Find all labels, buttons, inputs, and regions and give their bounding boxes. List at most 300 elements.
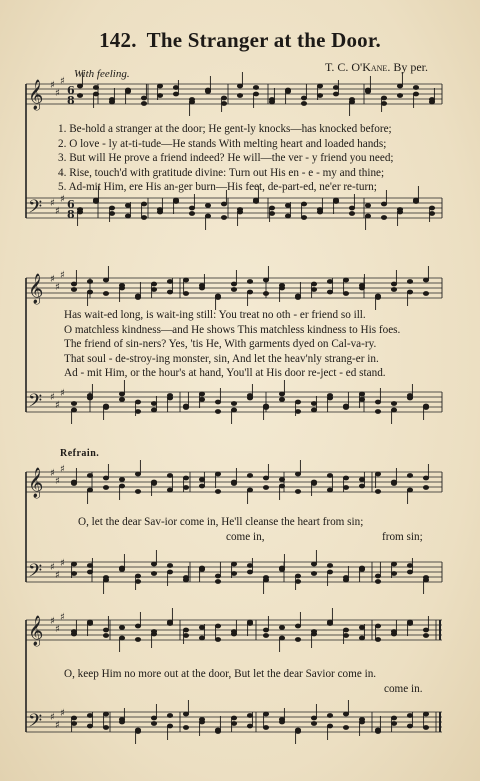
notehead bbox=[135, 574, 140, 578]
notehead bbox=[375, 580, 380, 584]
notehead bbox=[215, 580, 220, 584]
notehead bbox=[247, 488, 252, 492]
notehead bbox=[253, 92, 258, 96]
notehead bbox=[125, 214, 130, 218]
notehead bbox=[183, 628, 188, 632]
notehead bbox=[215, 730, 220, 734]
notehead bbox=[167, 488, 172, 492]
verse-line: 3. But will He prove a friend indeed? He will—the ver - y friend you need; bbox=[58, 152, 394, 164]
svg-text:♯: ♯ bbox=[50, 712, 55, 723]
notehead bbox=[423, 576, 428, 580]
notehead bbox=[103, 292, 108, 296]
notehead bbox=[263, 292, 268, 296]
notehead bbox=[199, 718, 204, 722]
notehead bbox=[391, 716, 396, 720]
notehead bbox=[109, 212, 114, 216]
notehead bbox=[311, 572, 316, 576]
notehead bbox=[141, 102, 146, 106]
notehead bbox=[295, 400, 300, 404]
notehead bbox=[343, 712, 348, 716]
svg-text:♯: ♯ bbox=[50, 392, 55, 403]
notehead bbox=[119, 626, 124, 630]
notehead bbox=[311, 716, 316, 720]
notehead bbox=[87, 488, 92, 492]
notehead bbox=[327, 394, 332, 398]
notehead bbox=[215, 490, 220, 494]
notehead bbox=[135, 624, 140, 628]
notehead bbox=[311, 288, 316, 292]
notehead bbox=[397, 94, 402, 98]
notehead bbox=[263, 476, 268, 480]
notehead bbox=[151, 630, 156, 634]
svg-text:♯: ♯ bbox=[50, 198, 55, 209]
notehead bbox=[407, 280, 412, 284]
notehead bbox=[359, 392, 364, 396]
notehead bbox=[87, 714, 92, 718]
notehead bbox=[263, 712, 268, 716]
notehead bbox=[135, 400, 140, 404]
notehead bbox=[231, 716, 236, 720]
svg-text:♯: ♯ bbox=[60, 76, 65, 87]
notehead bbox=[135, 490, 140, 494]
treble-clef-icon: 𝄞 bbox=[28, 80, 44, 110]
notehead bbox=[215, 410, 220, 414]
notehead bbox=[119, 718, 124, 722]
notehead bbox=[93, 92, 98, 96]
notehead bbox=[429, 98, 434, 102]
notehead bbox=[247, 714, 252, 718]
notehead bbox=[317, 208, 322, 212]
notehead bbox=[295, 638, 300, 642]
notehead bbox=[119, 284, 124, 288]
notehead bbox=[407, 488, 412, 492]
notehead bbox=[221, 102, 226, 106]
notehead bbox=[205, 90, 210, 94]
bass-clef-icon: 𝄢 bbox=[28, 197, 43, 222]
svg-text:𝄢: 𝄢 bbox=[28, 561, 43, 586]
notehead bbox=[327, 622, 332, 626]
svg-text:♯: ♯ bbox=[55, 88, 60, 99]
notehead bbox=[157, 94, 162, 98]
notehead bbox=[71, 288, 76, 292]
notehead bbox=[215, 400, 220, 404]
svg-text:♯: ♯ bbox=[60, 612, 65, 623]
notehead bbox=[301, 102, 306, 106]
notehead bbox=[359, 568, 364, 572]
notehead bbox=[167, 570, 172, 574]
notehead bbox=[263, 486, 268, 490]
notehead bbox=[157, 208, 162, 212]
refrain-echo-1: come in, bbox=[226, 531, 265, 543]
refrain-echo-3: come in. bbox=[384, 683, 423, 695]
notehead bbox=[77, 208, 82, 212]
verse-line: 5. Ad-mit Him, ere His an-ger burn—His feet, de-part-ed, ne'er re-turn; bbox=[58, 181, 377, 193]
notehead bbox=[263, 278, 268, 282]
notehead bbox=[87, 280, 92, 284]
notehead bbox=[237, 208, 242, 212]
notehead bbox=[231, 288, 236, 292]
notehead bbox=[359, 398, 364, 402]
notehead bbox=[295, 490, 300, 494]
notehead bbox=[247, 474, 252, 478]
svg-text:♯: ♯ bbox=[60, 464, 65, 475]
hymn-number: 142. bbox=[99, 28, 137, 52]
notehead bbox=[311, 562, 316, 566]
notehead bbox=[381, 102, 386, 106]
notehead bbox=[231, 572, 236, 576]
notehead bbox=[359, 284, 364, 288]
notehead bbox=[349, 98, 354, 102]
notehead bbox=[343, 576, 348, 580]
notehead bbox=[263, 628, 268, 632]
notehead bbox=[103, 406, 108, 410]
notehead bbox=[183, 486, 188, 490]
notehead bbox=[359, 626, 364, 630]
notehead bbox=[205, 204, 210, 208]
notehead bbox=[135, 580, 140, 584]
notehead bbox=[327, 714, 332, 718]
verse-line: The friend of sin-ners? Yes, 'tis He, With garments dyed on Cal-va-ry. bbox=[64, 338, 377, 350]
notehead bbox=[295, 574, 300, 578]
notehead bbox=[423, 634, 428, 638]
notehead bbox=[125, 204, 130, 208]
notehead bbox=[295, 410, 300, 414]
svg-text:6: 6 bbox=[67, 198, 75, 211]
notehead bbox=[151, 716, 156, 720]
notehead bbox=[231, 408, 236, 412]
notehead bbox=[71, 408, 76, 412]
notehead bbox=[103, 628, 108, 632]
svg-text:♯: ♯ bbox=[55, 570, 60, 581]
notehead bbox=[375, 624, 380, 628]
notehead bbox=[279, 484, 284, 488]
notehead bbox=[391, 630, 396, 634]
svg-text:𝄢: 𝄢 bbox=[28, 391, 43, 416]
notehead bbox=[295, 580, 300, 584]
notehead bbox=[407, 564, 412, 568]
notehead bbox=[317, 84, 322, 88]
notehead bbox=[135, 638, 140, 642]
svg-text:♯: ♯ bbox=[60, 388, 65, 399]
svg-text:♯: ♯ bbox=[50, 562, 55, 573]
notehead bbox=[391, 572, 396, 576]
notehead bbox=[135, 410, 140, 414]
notehead bbox=[231, 282, 236, 286]
notehead bbox=[365, 214, 370, 218]
notehead bbox=[407, 622, 412, 626]
notehead bbox=[103, 476, 108, 480]
notehead bbox=[183, 576, 188, 580]
notehead bbox=[125, 90, 130, 94]
notehead bbox=[429, 212, 434, 216]
notehead bbox=[199, 568, 204, 572]
notehead bbox=[71, 282, 76, 286]
notehead bbox=[349, 206, 354, 210]
notehead bbox=[71, 630, 76, 634]
notehead bbox=[167, 622, 172, 626]
notehead bbox=[407, 570, 412, 574]
notehead bbox=[87, 394, 92, 398]
notehead bbox=[285, 204, 290, 208]
notehead bbox=[413, 86, 418, 90]
notehead bbox=[407, 714, 412, 718]
notehead bbox=[231, 562, 236, 566]
svg-text:♯: ♯ bbox=[55, 476, 60, 487]
notehead bbox=[391, 722, 396, 726]
notehead bbox=[375, 410, 380, 414]
notehead bbox=[151, 722, 156, 726]
notehead bbox=[93, 200, 98, 204]
notehead bbox=[343, 628, 348, 632]
notehead bbox=[173, 86, 178, 90]
notehead bbox=[397, 208, 402, 212]
svg-text:♯: ♯ bbox=[60, 270, 65, 281]
notehead bbox=[77, 84, 82, 88]
notehead bbox=[391, 402, 396, 406]
notehead bbox=[151, 572, 156, 576]
staff-system-1-treble bbox=[26, 84, 442, 104]
notehead bbox=[423, 726, 428, 730]
svg-text:♯: ♯ bbox=[50, 616, 55, 627]
notehead bbox=[343, 292, 348, 296]
notehead bbox=[381, 202, 386, 206]
composer-name: T. C. O'Kane. bbox=[324, 60, 391, 74]
notehead bbox=[103, 278, 108, 282]
refrain-echo-2: from sin; bbox=[382, 531, 423, 543]
svg-text:𝄞: 𝄞 bbox=[28, 616, 44, 646]
notehead bbox=[167, 394, 172, 398]
svg-text:𝄞: 𝄞 bbox=[28, 274, 44, 304]
verse-line: That soul - de-stroy-ing monster, sin, And let the heav'nly strang-er in. bbox=[64, 352, 379, 365]
notehead bbox=[397, 84, 402, 88]
notehead bbox=[71, 482, 76, 486]
notehead bbox=[285, 90, 290, 94]
notehead bbox=[215, 296, 220, 300]
svg-text:8: 8 bbox=[67, 208, 75, 221]
notehead bbox=[103, 712, 108, 716]
notehead bbox=[343, 726, 348, 730]
notehead bbox=[87, 570, 92, 574]
notehead bbox=[263, 406, 268, 410]
notehead bbox=[103, 486, 108, 490]
svg-text:𝄞: 𝄞 bbox=[28, 468, 44, 498]
notehead bbox=[359, 478, 364, 482]
notehead bbox=[103, 576, 108, 580]
notehead bbox=[391, 408, 396, 412]
notehead bbox=[301, 96, 306, 100]
refrain-line-2: O, keep Him no more out at the door, But let the dear Savior come in. bbox=[64, 668, 377, 680]
tempo-marking: With feeling. bbox=[74, 68, 130, 80]
notehead bbox=[119, 484, 124, 488]
notehead bbox=[141, 216, 146, 220]
notehead bbox=[375, 490, 380, 494]
notehead bbox=[375, 574, 380, 578]
notehead bbox=[199, 284, 204, 288]
notehead bbox=[119, 568, 124, 572]
notehead bbox=[311, 630, 316, 634]
notehead bbox=[109, 206, 114, 210]
verse-line: Ad - mit Him, or the hour's at hand, You'll at His door re-ject - ed stand. bbox=[64, 367, 386, 379]
refrain-label: Refrain. bbox=[60, 448, 100, 459]
notehead bbox=[215, 472, 220, 476]
verses-block-2 bbox=[64, 308, 464, 381]
notehead bbox=[423, 476, 428, 480]
notehead bbox=[247, 290, 252, 294]
notehead bbox=[247, 724, 252, 728]
notehead bbox=[151, 402, 156, 406]
notehead bbox=[391, 562, 396, 566]
notehead bbox=[423, 712, 428, 716]
notehead bbox=[423, 628, 428, 632]
notehead bbox=[183, 712, 188, 716]
notehead bbox=[375, 296, 380, 300]
verse-line: 4. Rise, touch'd with gratitude divine: Turn out His en - e - my and thine; bbox=[58, 166, 385, 179]
notehead bbox=[189, 212, 194, 216]
notehead bbox=[263, 726, 268, 730]
notehead bbox=[199, 398, 204, 402]
notehead bbox=[247, 570, 252, 574]
notehead bbox=[87, 290, 92, 294]
notehead bbox=[247, 564, 252, 568]
notehead bbox=[167, 724, 172, 728]
notehead bbox=[343, 476, 348, 480]
notehead bbox=[253, 86, 258, 90]
svg-text:6: 6 bbox=[67, 84, 75, 97]
notehead bbox=[215, 638, 220, 642]
notehead bbox=[231, 630, 236, 634]
notehead bbox=[173, 200, 178, 204]
notehead bbox=[71, 562, 76, 566]
notehead bbox=[87, 724, 92, 728]
notehead bbox=[141, 96, 146, 100]
notehead bbox=[301, 216, 306, 220]
notehead bbox=[87, 474, 92, 478]
notehead bbox=[167, 474, 172, 478]
notehead bbox=[413, 92, 418, 96]
svg-text:♯: ♯ bbox=[55, 282, 60, 293]
notehead bbox=[343, 406, 348, 410]
notehead bbox=[295, 730, 300, 734]
notehead bbox=[247, 394, 252, 398]
notehead bbox=[135, 472, 140, 476]
notehead bbox=[279, 626, 284, 630]
notehead bbox=[151, 482, 156, 486]
notehead bbox=[221, 202, 226, 206]
notehead bbox=[119, 398, 124, 402]
notehead bbox=[279, 568, 284, 572]
notehead bbox=[221, 96, 226, 100]
verse-line: 1. Be-hold a stranger at the door; He gent-ly knocks—has knocked before; bbox=[58, 123, 392, 135]
notehead bbox=[199, 484, 204, 488]
notehead bbox=[183, 278, 188, 282]
notehead bbox=[359, 636, 364, 640]
notehead bbox=[151, 282, 156, 286]
notehead bbox=[263, 634, 268, 638]
notehead bbox=[423, 278, 428, 282]
notehead bbox=[279, 392, 284, 396]
notehead bbox=[333, 92, 338, 96]
notehead bbox=[413, 200, 418, 204]
notehead bbox=[359, 484, 364, 488]
notehead bbox=[423, 406, 428, 410]
svg-text:♯: ♯ bbox=[60, 708, 65, 719]
composer-note: By per. bbox=[393, 60, 428, 74]
notehead bbox=[423, 486, 428, 490]
notehead bbox=[391, 282, 396, 286]
notehead bbox=[71, 722, 76, 726]
notehead bbox=[381, 216, 386, 220]
notehead bbox=[375, 730, 380, 734]
notehead bbox=[327, 570, 332, 574]
notehead bbox=[237, 94, 242, 98]
notehead bbox=[199, 478, 204, 482]
notehead bbox=[103, 634, 108, 638]
notehead bbox=[317, 94, 322, 98]
refrain-line-1: O, let the dear Sav-ior come in, He'll cleanse the heart from sin; bbox=[78, 516, 364, 528]
notehead bbox=[167, 290, 172, 294]
notehead bbox=[71, 402, 76, 406]
notehead bbox=[407, 290, 412, 294]
notehead bbox=[199, 636, 204, 640]
notehead bbox=[231, 402, 236, 406]
notehead bbox=[327, 280, 332, 284]
notehead bbox=[295, 472, 300, 476]
notehead bbox=[247, 622, 252, 626]
svg-text:8: 8 bbox=[67, 94, 75, 107]
notehead bbox=[295, 624, 300, 628]
notehead bbox=[167, 280, 172, 284]
notehead bbox=[231, 482, 236, 486]
notehead bbox=[381, 96, 386, 100]
notehead bbox=[167, 714, 172, 718]
notehead bbox=[151, 288, 156, 292]
notehead bbox=[151, 408, 156, 412]
svg-text:♯: ♯ bbox=[50, 274, 55, 285]
notehead bbox=[189, 206, 194, 210]
notehead bbox=[333, 200, 338, 204]
notehead bbox=[327, 724, 332, 728]
notehead bbox=[279, 284, 284, 288]
notehead bbox=[279, 718, 284, 722]
svg-text:♯: ♯ bbox=[50, 80, 55, 91]
notehead bbox=[237, 84, 242, 88]
notehead bbox=[183, 406, 188, 410]
notehead bbox=[157, 84, 162, 88]
svg-text:♯: ♯ bbox=[55, 400, 60, 411]
notehead bbox=[327, 564, 332, 568]
notehead bbox=[311, 402, 316, 406]
notehead bbox=[333, 86, 338, 90]
notehead bbox=[71, 716, 76, 720]
notehead bbox=[311, 482, 316, 486]
notehead bbox=[285, 214, 290, 218]
notehead bbox=[279, 398, 284, 402]
svg-text:♯: ♯ bbox=[55, 720, 60, 731]
notehead bbox=[343, 486, 348, 490]
svg-text:♯: ♯ bbox=[60, 194, 65, 205]
notehead bbox=[87, 564, 92, 568]
notehead bbox=[263, 576, 268, 580]
notehead bbox=[189, 98, 194, 102]
notehead bbox=[391, 482, 396, 486]
notehead bbox=[119, 478, 124, 482]
notehead bbox=[93, 86, 98, 90]
notehead bbox=[183, 726, 188, 730]
notehead bbox=[407, 474, 412, 478]
notehead bbox=[183, 476, 188, 480]
notehead bbox=[375, 400, 380, 404]
notehead bbox=[407, 394, 412, 398]
